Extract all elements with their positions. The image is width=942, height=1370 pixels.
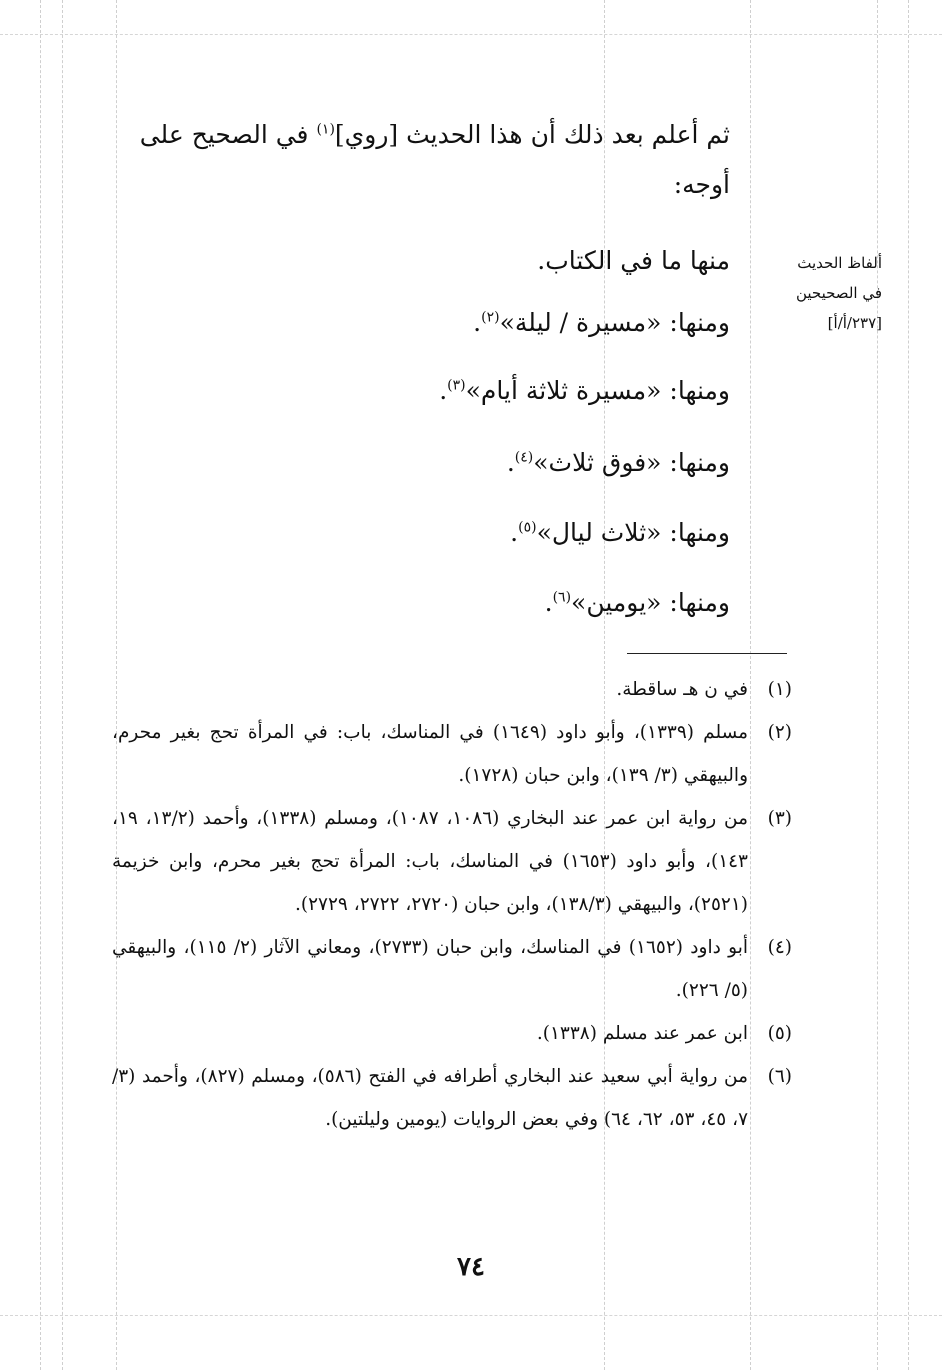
- guide-line: [0, 34, 942, 35]
- margin-note: [762, 248, 882, 338]
- list-item-end: .: [473, 308, 482, 337]
- list-item-end: .: [439, 376, 448, 405]
- footnote-text: مسلم (١٣٣٩)، وأبو داود (١٦٤٩) في المناسك، باب: في المرأة تحج بغير محرم، والبيهقي (٣/ ١٣٩)، وابن حبان (١٧٢٨).: [112, 722, 748, 786]
- footnotes-section: [112, 668, 792, 1141]
- footnote-ref-2[interactable]: (٢): [481, 309, 500, 326]
- footnote-text: أبو داود (١٦٥٢) في المناسك، وابن حبان (٢٧٣٣)، ومعاني الآثار (٢/ ١١٥)، والبيهقي (٥/ ٢٢٦).: [112, 937, 749, 1001]
- footnote: [112, 926, 792, 1012]
- margin-note-line-3: [٢٣٧/أ/أ]: [827, 314, 882, 332]
- list-item-text: ومنها: «مسيرة ثلاثة أيام»: [465, 376, 730, 405]
- list-item: [170, 588, 730, 617]
- footnote: [112, 711, 792, 797]
- footnote-text: ابن عمر عند مسلم (١٣٣٨).: [536, 1023, 748, 1044]
- footnote-text: في ن هـ ساقطة.: [616, 679, 748, 700]
- guide-line: [40, 0, 41, 1370]
- list-item-end: .: [510, 518, 519, 547]
- intro-text-1: ثم أعلم بعد ذلك أن هذا الحديث [روي]: [334, 120, 730, 149]
- list-item: [170, 518, 730, 547]
- footnote-number: (٦): [767, 1066, 792, 1087]
- guide-line: [877, 0, 878, 1370]
- list-item: [170, 448, 730, 477]
- list-item: [170, 246, 730, 275]
- footnote-separator: [627, 653, 787, 654]
- footnote-text: من رواية أبي سعيد عند البخاري أطرافه في الفتح (٥٨٦)، ومسلم (٨٢٧)، وأحمد (٣/ ٧، ٤٥، ٥٣، ٦٢، ٦٤) وفي بعض الروايات (يومين وليلتين).: [112, 1066, 748, 1130]
- footnote: [112, 668, 792, 711]
- footnote-number: (١): [767, 679, 792, 700]
- list-item-text: ومنها: «ثلاث ليال»: [536, 518, 730, 547]
- footnote-number: (٤): [767, 937, 792, 958]
- list-item-text: ومنها: «يومين»: [571, 588, 730, 617]
- footnote-number: (٥): [767, 1023, 792, 1044]
- guide-line: [908, 0, 909, 1370]
- margin-note-line-2: في الصحيحين: [795, 284, 882, 302]
- footnote: [112, 797, 792, 926]
- footnote-ref-4[interactable]: (٤): [514, 449, 534, 466]
- footnote-text: من رواية ابن عمر عند البخاري (١٠٨٦، ١٠٨٧)، ومسلم (١٣٣٨)، وأحمد (١٣/٢، ١٩، ١٤٣)، وأبو داود (١٦٥٣) في المناسك، باب: المرأة تحج بغير محرم، وابن خزيمة (٢٥٢١)، والبيهقي (١٣٨/٣)، وابن حبان (٢٧٢٠، ٢٧٢٢، ٢٧٢٩).: [112, 808, 748, 915]
- footnote: [112, 1012, 792, 1055]
- margin-note-line-1: ألفاظ الحديث: [797, 254, 882, 272]
- footnote-number: (٢): [767, 722, 792, 743]
- guide-line: [62, 0, 63, 1370]
- list-item-text: منها ما في الكتاب.: [537, 246, 730, 275]
- guide-line: [0, 1315, 942, 1316]
- page-number: ٧٤: [457, 1252, 485, 1282]
- footnote-ref-3[interactable]: (٣): [447, 377, 466, 394]
- list-item-end: .: [506, 448, 515, 477]
- footnote-ref-1[interactable]: (١): [316, 121, 335, 138]
- footnote-ref-5[interactable]: (٥): [518, 519, 537, 536]
- list-item-text: ومنها: «مسيرة / ليلة»: [499, 308, 730, 337]
- footnote-ref-6[interactable]: (٦): [552, 589, 572, 606]
- list-item-text: ومنها: «فوق ثلاث»: [533, 448, 730, 477]
- list-item-end: .: [544, 588, 553, 617]
- footnote: [112, 1055, 792, 1141]
- list-item: [170, 376, 730, 405]
- list-item: [170, 308, 730, 337]
- intro-paragraph: [110, 110, 730, 210]
- intro-text-2: في الصحيح على أوجه:: [139, 120, 730, 199]
- footnote-number: (٣): [767, 808, 792, 829]
